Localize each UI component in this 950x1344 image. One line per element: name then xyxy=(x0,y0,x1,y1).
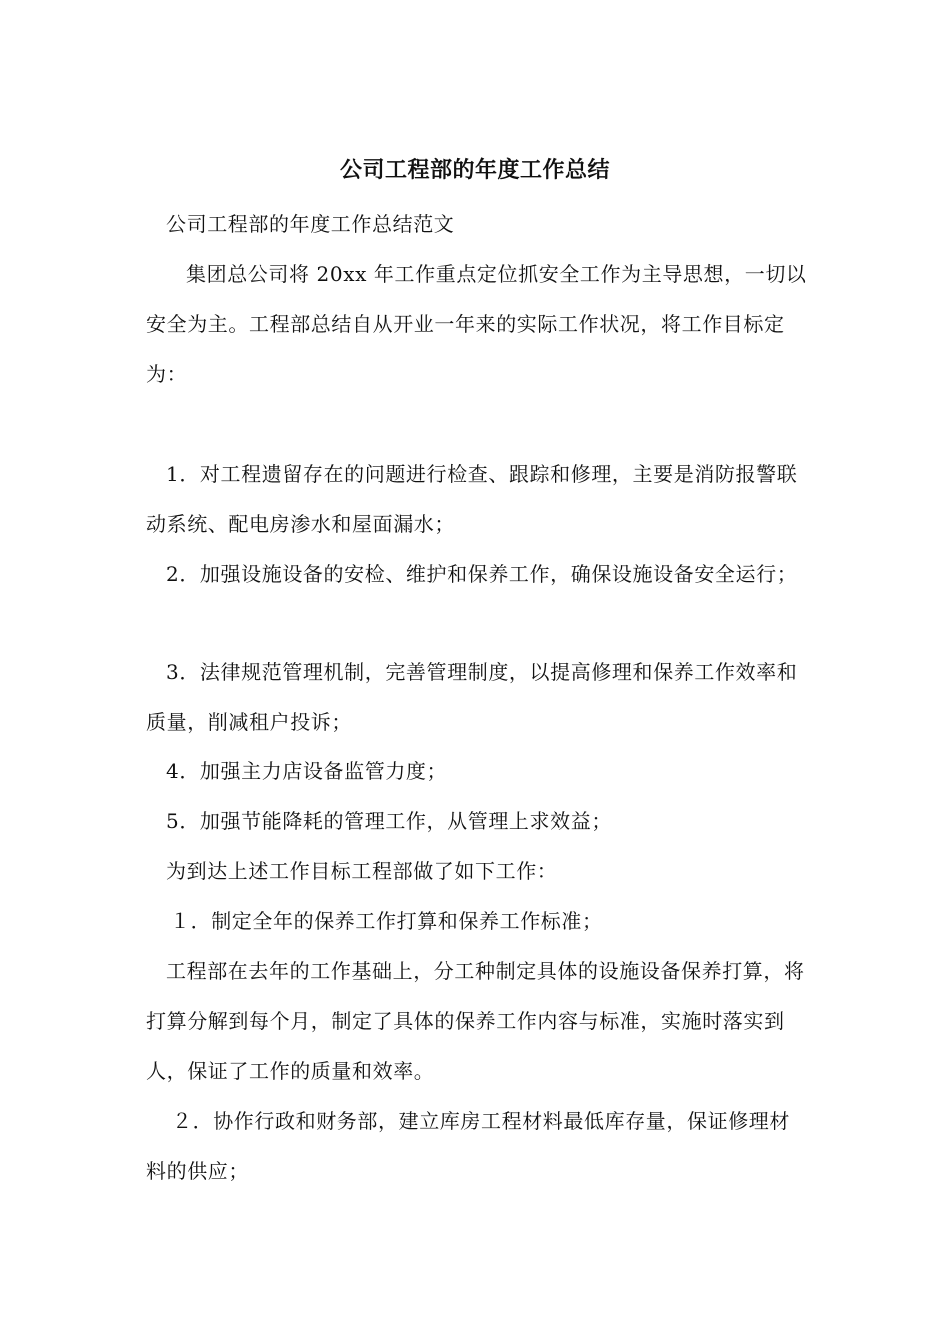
goal-item-4: 4．加强主力店设备监管力度； xyxy=(166,759,448,783)
goal-item-2: 2．加强设施设备的安检、维护和保养工作，确保设施设备安全运行； xyxy=(166,562,798,586)
work-item-1-heading: １．制定全年的保养工作打算和保养工作标准； xyxy=(170,909,603,933)
work-item-1-body: 工程部在去年的工作基础上，分工种制定具体的设施设备保养打算，将打算分解到每个月，制定了具体的保养工作内容与标准，实施时落实到人，保证了工作的质量和效率。 xyxy=(146,959,805,1083)
goal-item-5: 5．加强节能降耗的管理工作，从管理上求效益； xyxy=(166,809,612,833)
document-title: 公司工程部的年度工作总结 xyxy=(339,157,610,183)
work-lead-paragraph: 为到达上述工作目标工程部做了如下工作： xyxy=(166,859,558,883)
goal-item-1: 1．对工程遗留存在的问题进行检查、跟踪和修理，主要是消防报警联动系统、配电房渗水和屋面漏水； xyxy=(146,462,798,536)
intro-paragraph: 集团总公司将 20xx 年工作重点定位抓安全工作为主导思想，一切以安全为主。工程部总结自从开业一年来的实际工作状况，将工作目标定为： xyxy=(146,262,807,386)
goal-item-3: 3．法律规范管理机制，完善管理制度，以提高修理和保养工作效率和质量，削减租户投诉； xyxy=(146,660,798,734)
work-item-2-heading: ２．协作行政和财务部，建立库房工程材料最低库存量，保证修理材料的供应； xyxy=(146,1109,790,1183)
document-subtitle: 公司工程部的年度工作总结范文 xyxy=(166,212,455,236)
